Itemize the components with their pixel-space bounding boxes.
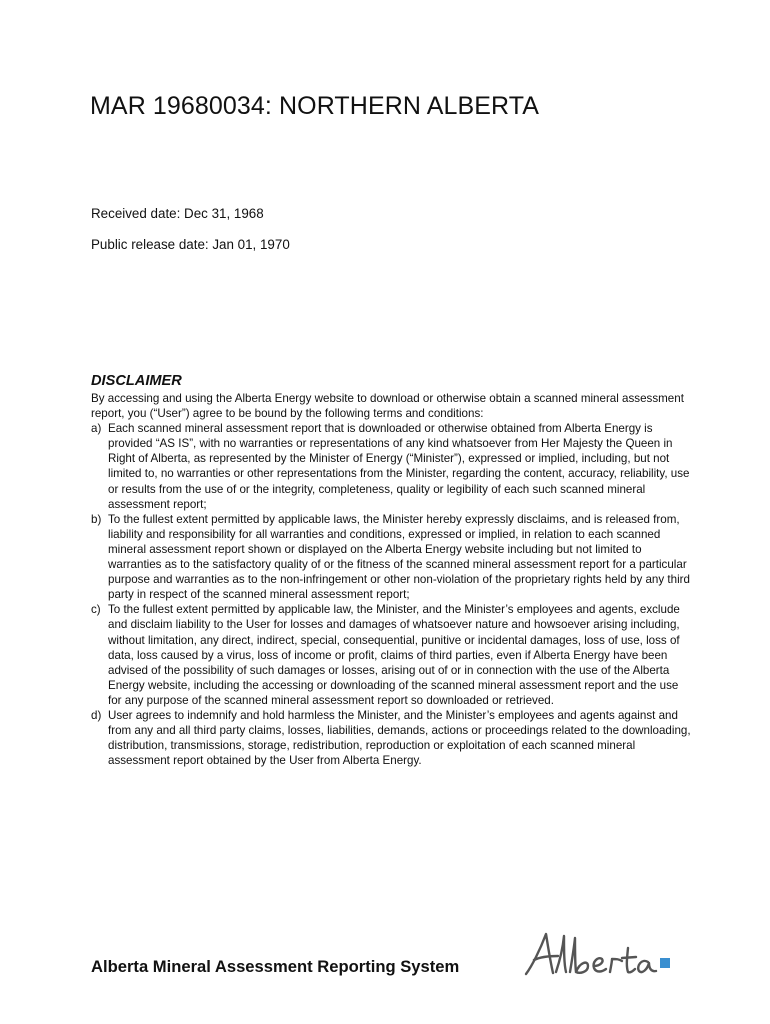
term-letter: b) bbox=[91, 512, 102, 526]
term-letter: a) bbox=[91, 422, 102, 436]
disclaimer-term-d bbox=[91, 708, 691, 768]
alberta-logo-icon bbox=[520, 926, 680, 982]
disclaimer-terms-list bbox=[91, 421, 691, 768]
disclaimer-heading: DISCLAIMER bbox=[91, 373, 182, 389]
term-letter: c) bbox=[91, 603, 101, 617]
term-text: To the fullest extent permitted by applicable law, the Minister, and the Minister’s employees and agents, exclude and disclaim liability to the User for losses and damages of whatsoever nature and howsoever arising including, without limitation, any direct, indirect, special, consequential, punitive or incidental damages, loss of use, loss of data, loss caused by a virus, loss of income or profit, claims of third parties, even if Alberta Energy have been advised of the possibility of such damages or losses, arising out of or in connection with the use of the Alberta Energy website, including the accessing or downloading of the scanned mineral assessment report and the use for any purpose of the scanned mineral assessment report so downloaded or retrieved. bbox=[108, 603, 680, 707]
disclaimer-term-a bbox=[91, 421, 691, 512]
footer-system-name: Alberta Mineral Assessment Reporting System bbox=[91, 957, 460, 976]
disclaimer-term-c bbox=[91, 602, 691, 708]
term-text: To the fullest extent permitted by applicable laws, the Minister hereby expressly disclaims, and is released from, liability and responsibility for all warranties and conditions, expressed or implied, in relation to each scanned mineral assessment report shown or displayed on the Alberta Energy website including but not limited to warranties as to the satisfactory quality of or the fitness of the scanned mineral assessment report for a particular purpose and warranties as to the non-infringement or other non-violation of the proprietary rights held by any third party in respect of the scanned mineral assessment report; bbox=[108, 512, 690, 602]
disclaimer-intro: By accessing and using the Alberta Energy website to download or otherwise obtain a scanned mineral assessment report, you (“User”) agree to be bound by the following terms and conditions: bbox=[91, 392, 684, 421]
public-release-date: Public release date: Jan 01, 1970 bbox=[91, 237, 290, 252]
document-title: MAR 19680034: NORTHERN ALBERTA bbox=[90, 92, 540, 120]
term-letter: d) bbox=[91, 708, 102, 722]
received-date: Received date: Dec 31, 1968 bbox=[91, 206, 264, 221]
term-text: Each scanned mineral assessment report that is downloaded or otherwise obtained from Alberta Energy is provided “AS IS”, with no warranties or representations of any kind whatsoever from Her Majesty the Queen in Right of Alberta, as represented by the Minister of Energy (“Minister”), expressed or implied, including, but not limited to, no warranties or other representations from the Minister, regarding the content, accuracy, reliability, use or results from the use of or the integrity, completeness, quality or legibility of each such scanned mineral assessment report; bbox=[108, 422, 690, 511]
disclaimer-body bbox=[91, 391, 691, 768]
term-text: User agrees to indemnify and hold harmless the Minister, and the Minister’s employees and agents against and from any and all third party claims, losses, liabilities, demands, actions or proceedings related to the downloading, distribution, transmissions, storage, redistribution, reproduction or exploitation of each scanned mineral assessment report obtained by the User from Alberta Energy. bbox=[108, 708, 691, 768]
disclaimer-term-b bbox=[91, 512, 691, 603]
